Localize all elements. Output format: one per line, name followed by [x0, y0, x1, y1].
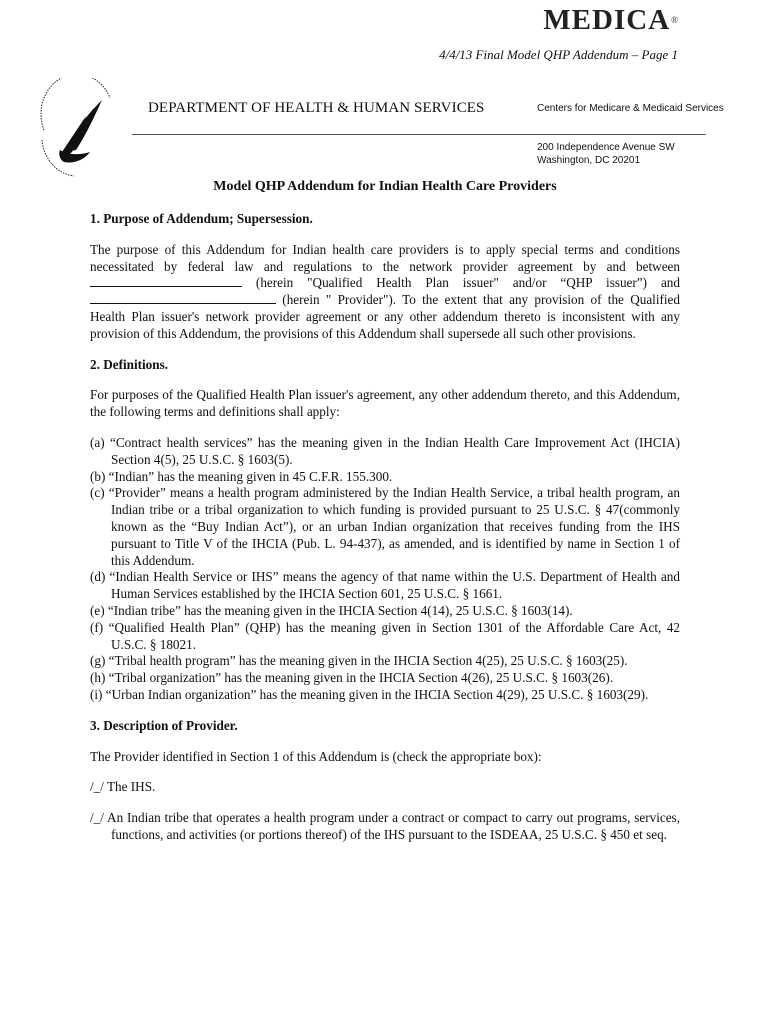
issuer-name-blank[interactable] — [90, 275, 242, 287]
header-rule — [132, 134, 706, 135]
section-1-paragraph — [90, 242, 680, 343]
definition-item: (f) “Qualified Health Plan” (QHP) has the meaning given in Section 1301 of the Affordable Care Act, 42 U.S.C. § 18021. — [90, 619, 680, 652]
page-reference: 4/4/13 Final Model QHP Addendum – Page 1 — [439, 47, 678, 62]
section-3-heading: 3. Description of Provider. — [90, 717, 238, 733]
definition-item: (d) “Indian Health Service or IHS” means the agency of that name within the U.S. Department of Health and Human Services established by the IHCIA Section 601, 25 U.S.C. § 1661. — [90, 569, 680, 602]
document-body — [90, 211, 680, 858]
brand-name: MEDICA — [543, 4, 671, 36]
document-title: Model QHP Addendum for Indian Health Care Providers — [213, 179, 557, 194]
s1-text-part2: (herein "Qualified Health Plan issuer" and/or “QHP issuer”) and — [255, 275, 680, 291]
definition-item: (b) “Indian” has the meaning given in 45 C.F.R. 155.300. — [90, 468, 393, 484]
department-name: DEPARTMENT OF HEALTH & HUMAN SERVICES — [148, 100, 485, 116]
definition-item: (c) “Provider” means a health program administered by the Indian Health Service, a tribal health program, an Indian tribe or a tribal organization to which funding is provided pursuant to 25 U.S.C. § 47(commonly known as the “Buy Indian Act”), or an urban Indian organization that receives funding from the IHS pursuant to Title V of the IHCIA (Pub. L. 94-437), as amended, and is identified by name in Section 1 of this Addendum. — [90, 485, 680, 568]
definition-item: (e) “Indian tribe” has the meaning given in the IHCIA Section 4(14), 25 U.S.C. § 1603(14). — [90, 602, 573, 618]
s1-text-part1: The purpose of this Addendum for Indian health care providers is to apply special terms and conditions necessitated by federal law and regulations to the network provider agreement by and between — [90, 241, 680, 274]
address-line-1: 200 Independence Avenue SW — [537, 142, 675, 153]
section-2-intro: For purposes of the Qualified Health Plan issuer's agreement, any other addendum thereto, and this Addendum, the following terms and definitions shall apply: — [90, 387, 680, 420]
section-1-heading: 1. Purpose of Addendum; Supersession. — [90, 211, 313, 226]
hhs-seal-icon — [34, 78, 120, 180]
section-2-heading: 2. Definitions. — [90, 356, 169, 372]
address-line-2: Washington, DC 20201 — [537, 155, 641, 166]
registered-mark: ® — [671, 15, 679, 26]
provider-option-tribe[interactable]: /_/ An Indian tribe that operates a health program under a contract or compact to carry out programs, services, functions, and activities (or portions thereof) of the IHS pursuant to the ISDEAA, 25 U.S.C. § 450 et seq. — [90, 810, 680, 842]
definitions-list — [90, 435, 680, 704]
definition-item: (i) “Urban Indian organization” has the meaning given in the IHCIA Section 4(29), 25 U.S.C. § 1603(29). — [90, 686, 649, 702]
definition-item: (h) “Tribal organization” has the meaning given in the IHCIA Section 4(26), 25 U.S.C. § 1603(26). — [90, 670, 614, 686]
definition-item: (g) “Tribal health program” has the meaning given in the IHCIA Section 4(25), 25 U.S.C. § 1603(25). — [90, 653, 628, 669]
definition-item: (a) “Contract health services” has the meaning given in the Indian Health Care Improvement Act (IHCIA) Section 4(5), 25 U.S.C. § 1603(5). — [90, 434, 680, 467]
provider-name-blank[interactable] — [90, 292, 276, 304]
medica-logo — [543, 4, 678, 37]
section-3-intro: The Provider identified in Section 1 of this Addendum is (check the appropriate box): — [90, 748, 542, 764]
s1-text-part3: (herein " Provider"). To the extent that any provision of the Qualified Health Plan issuer's network provider agreement or any other addendum thereto is inconsistent with any provision of this Addendum, the provisions of this Addendum shall supersede all such other provisions. — [90, 292, 680, 341]
agency-name: Centers for Medicare & Medicaid Services — [537, 103, 724, 114]
provider-option-ihs[interactable]: /_/ The IHS. — [90, 779, 156, 795]
agency-address — [537, 141, 675, 167]
